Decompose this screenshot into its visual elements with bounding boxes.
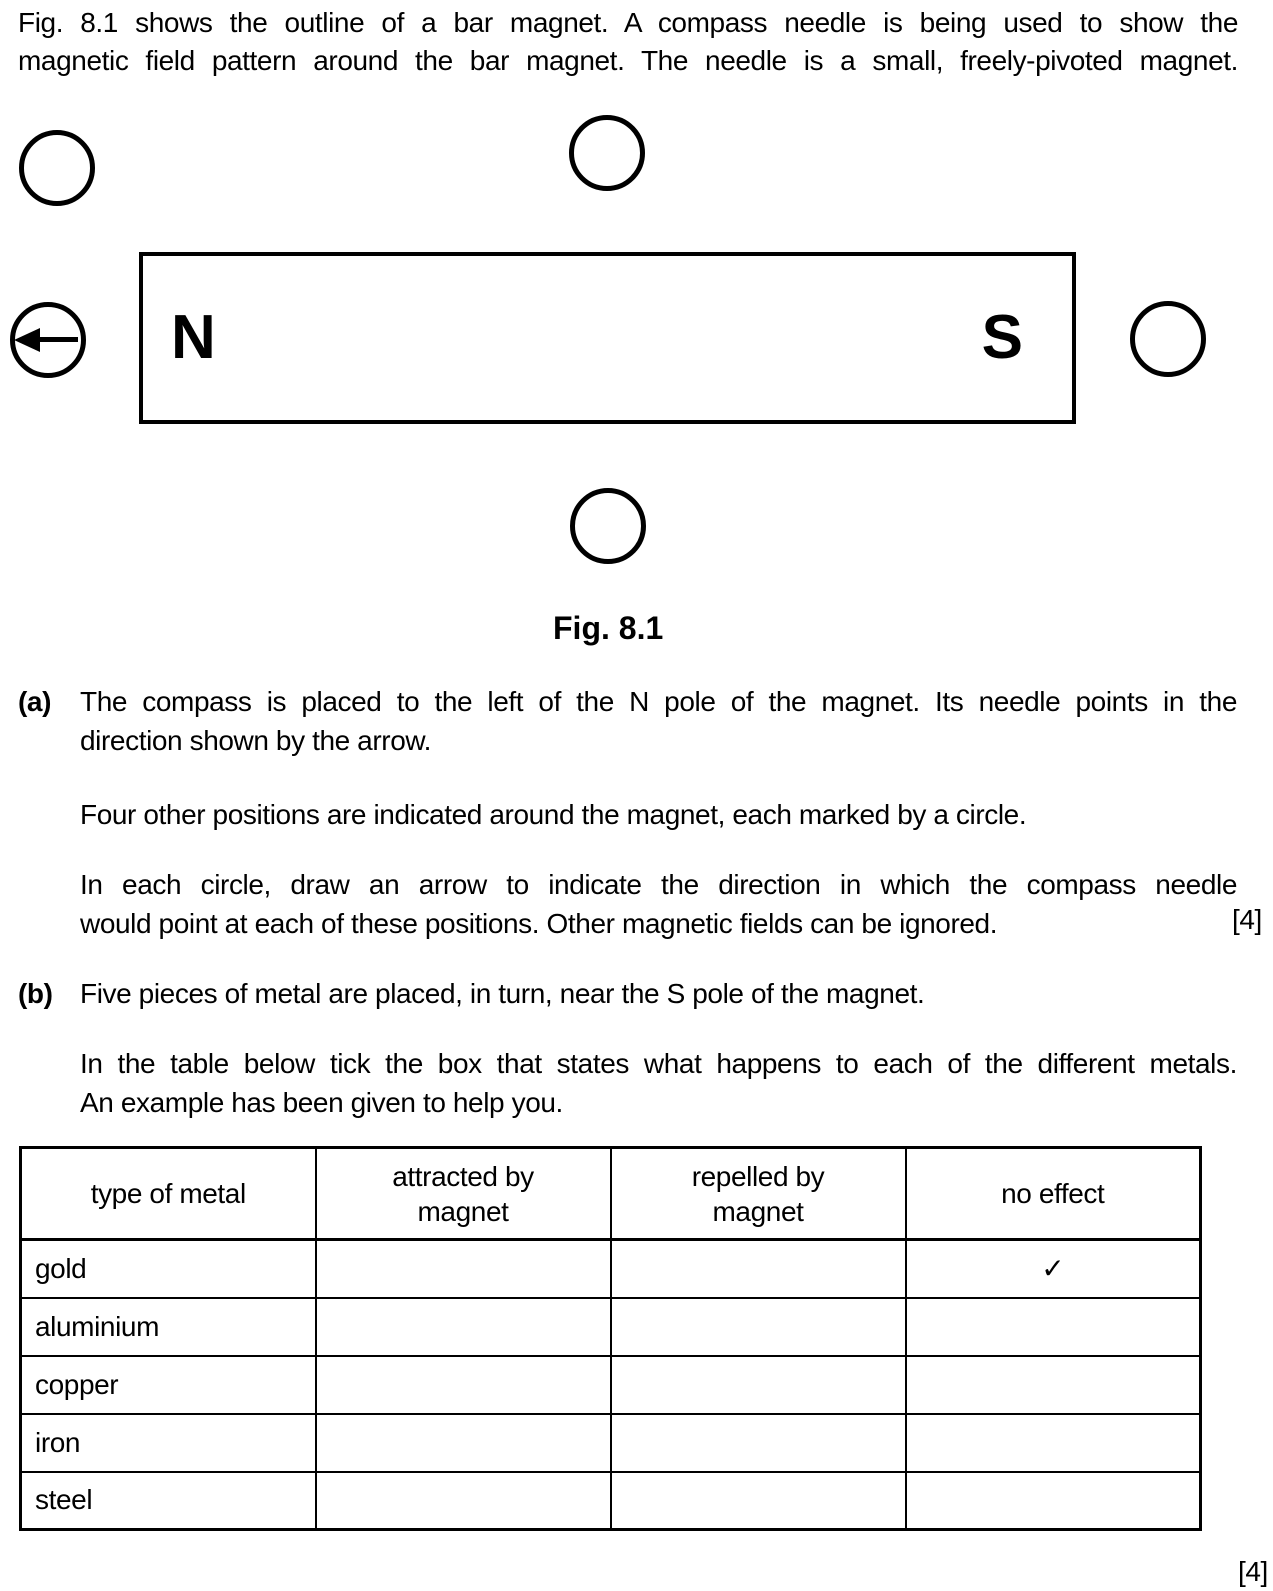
no-effect-cell	[906, 1298, 1201, 1356]
intro-line: magnetic field pattern around the bar magnet. The needle is a small, freely-pivoted magnet.	[18, 45, 1238, 76]
repelled-cell	[611, 1472, 906, 1530]
header-line: attracted by	[392, 1160, 534, 1192]
metal-name-cell: gold	[21, 1240, 316, 1298]
header-attracted-by-magnet	[316, 1148, 611, 1240]
table-row-gold	[21, 1240, 1201, 1298]
compass-position-circle-right	[1130, 301, 1206, 377]
metal-name-cell: aluminium	[21, 1298, 316, 1356]
part-a-paragraph-3	[80, 865, 1237, 943]
repelled-cell	[611, 1356, 906, 1414]
metals-table-container	[19, 1146, 1202, 1531]
body-line: In the table below tick the box that states what happens to each of the different metals.	[80, 1048, 1237, 1079]
repelled-cell	[611, 1414, 906, 1472]
repelled-cell	[611, 1298, 906, 1356]
repelled-cell	[611, 1240, 906, 1298]
north-pole-label: N	[171, 303, 216, 372]
header-line: type of metal	[90, 1178, 246, 1209]
compass-position-circle-bottom	[570, 488, 646, 564]
part-a-paragraph-2: Four other positions are indicated around the magnet, each marked by a circle.	[80, 799, 1027, 830]
body-line: An example has been given to help you.	[80, 1087, 563, 1118]
table-row-copper	[21, 1356, 1201, 1414]
compass-position-circle-top-left	[19, 130, 95, 206]
header-no-effect	[906, 1148, 1201, 1240]
metal-name-cell: steel	[21, 1472, 316, 1530]
table-row-aluminium	[21, 1298, 1201, 1356]
intro-paragraph	[18, 4, 1238, 80]
intro-line: Fig. 8.1 shows the outline of a bar magnet. A compass needle is being used to show the	[18, 7, 1238, 38]
compass-needle-arrow	[36, 337, 78, 342]
header-line: magnet	[712, 1195, 804, 1227]
attracted-cell	[316, 1414, 611, 1472]
bar-magnet	[139, 252, 1076, 424]
no-effect-cell	[906, 1414, 1201, 1472]
part-a-paragraph-1	[80, 682, 1237, 760]
attracted-cell	[316, 1472, 611, 1530]
no-effect-cell	[906, 1472, 1201, 1530]
header-line: repelled by	[691, 1160, 825, 1192]
body-line: direction shown by the arrow.	[80, 725, 432, 756]
part-b-paragraph-1: Five pieces of metal are placed, in turn, near the S pole of the magnet.	[80, 978, 925, 1009]
metal-name-cell: iron	[21, 1414, 316, 1472]
metal-name-cell: copper	[21, 1356, 316, 1414]
table-row-steel	[21, 1472, 1201, 1530]
part-b-marks: [4]	[1238, 1556, 1268, 1587]
part-a-marks: [4]	[1232, 904, 1262, 935]
metals-table	[19, 1146, 1202, 1531]
header-repelled-by-magnet	[611, 1148, 906, 1240]
body-line: The compass is placed to the left of the N pole of the magnet. Its needle points in the	[80, 686, 1237, 717]
header-line: no effect	[1001, 1178, 1105, 1209]
header-type-of-metal	[21, 1148, 316, 1240]
part-b-label: (b)	[18, 978, 53, 1009]
table-row-iron	[21, 1414, 1201, 1472]
south-pole-label: S	[981, 303, 1023, 372]
no-effect-cell: ✓	[906, 1240, 1201, 1298]
left-arrow-icon	[14, 328, 40, 352]
body-line: would point at each of these positions. Other magnetic fields can be ignored.	[80, 908, 998, 939]
attracted-cell	[316, 1356, 611, 1414]
attracted-cell	[316, 1240, 611, 1298]
table-header-row	[21, 1148, 1201, 1240]
no-effect-cell	[906, 1356, 1201, 1414]
part-a-label: (a)	[18, 686, 52, 717]
compass-position-circle-top-center	[569, 115, 645, 191]
figure-caption: Fig. 8.1	[553, 610, 664, 646]
attracted-cell	[316, 1298, 611, 1356]
part-b-paragraph-2	[80, 1044, 1237, 1122]
header-line: magnet	[417, 1195, 509, 1227]
body-line: In each circle, draw an arrow to indicate the direction in which the compass needle	[80, 869, 1237, 900]
